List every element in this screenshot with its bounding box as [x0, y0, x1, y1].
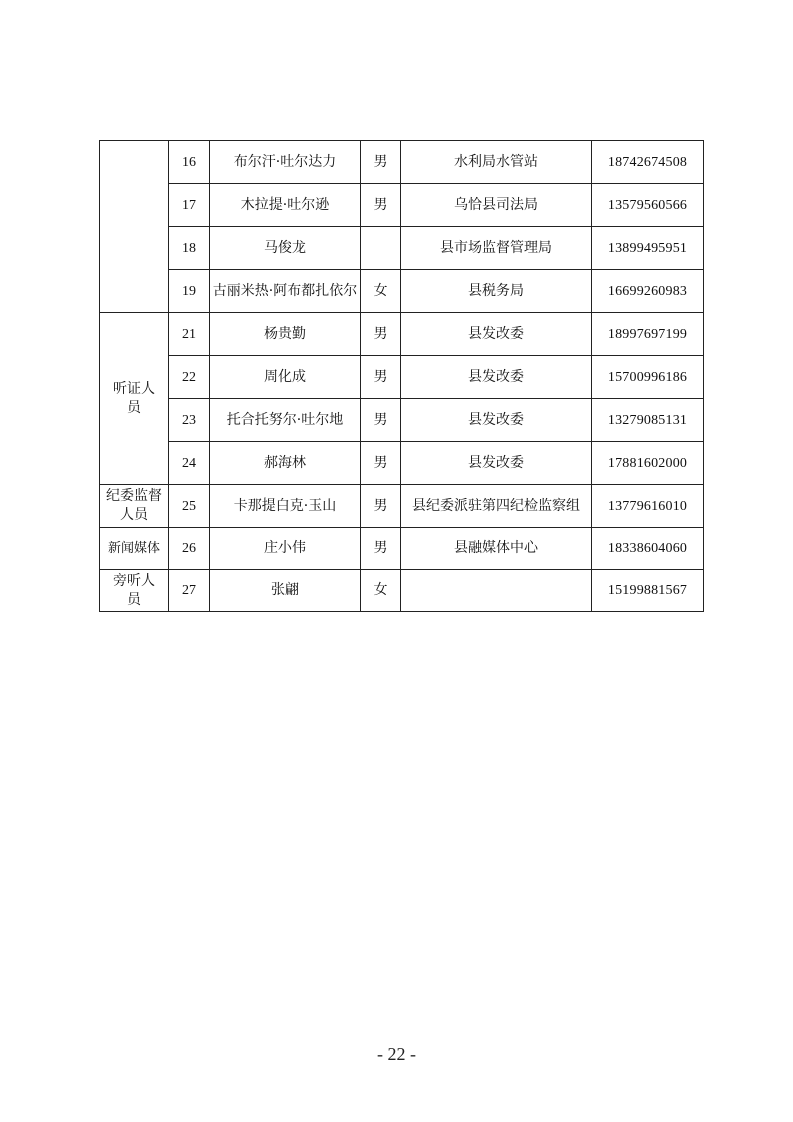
table-row	[100, 270, 704, 313]
name-cell: 张翩	[210, 570, 361, 612]
table-row	[100, 528, 704, 570]
page-number: - 22 -	[377, 1044, 416, 1064]
gender-cell: 男	[361, 528, 401, 570]
gender-cell: 女	[361, 270, 401, 313]
participants-table	[99, 140, 704, 612]
phone-cell: 16699260983	[592, 270, 704, 313]
number-cell: 25	[169, 485, 210, 528]
name-cell: 杨贵勤	[210, 313, 361, 356]
gender-cell	[361, 227, 401, 270]
unit-cell: 县发改委	[401, 442, 592, 485]
number-cell: 24	[169, 442, 210, 485]
unit-cell	[401, 570, 592, 612]
phone-cell: 17881602000	[592, 442, 704, 485]
phone-cell: 18997697199	[592, 313, 704, 356]
table-row	[100, 485, 704, 528]
unit-cell: 水利局水管站	[401, 141, 592, 184]
unit-cell: 县纪委派驻第四纪检监察组	[401, 485, 592, 528]
number-cell: 27	[169, 570, 210, 612]
table-row	[100, 356, 704, 399]
unit-cell: 县发改委	[401, 313, 592, 356]
table-row	[100, 184, 704, 227]
gender-cell: 男	[361, 184, 401, 227]
gender-cell: 男	[361, 442, 401, 485]
unit-cell: 乌恰县司法局	[401, 184, 592, 227]
name-cell: 庄小伟	[210, 528, 361, 570]
phone-cell: 13579560566	[592, 184, 704, 227]
gender-cell: 男	[361, 485, 401, 528]
table-row	[100, 570, 704, 612]
unit-cell: 县发改委	[401, 356, 592, 399]
name-cell: 托合托努尔·吐尔地	[210, 399, 361, 442]
number-cell: 18	[169, 227, 210, 270]
group-cell: 纪委监督人员	[100, 485, 169, 528]
phone-cell: 18338604060	[592, 528, 704, 570]
number-cell: 21	[169, 313, 210, 356]
gender-cell: 女	[361, 570, 401, 612]
unit-cell: 县发改委	[401, 399, 592, 442]
table-row	[100, 141, 704, 184]
group-cell	[100, 141, 169, 313]
table-row	[100, 313, 704, 356]
table-row	[100, 227, 704, 270]
gender-cell: 男	[361, 141, 401, 184]
group-cell: 旁听人员	[100, 570, 169, 612]
unit-cell: 县融媒体中心	[401, 528, 592, 570]
name-cell: 卡那提白克·玉山	[210, 485, 361, 528]
group-cell: 新闻媒体	[100, 528, 169, 570]
number-cell: 22	[169, 356, 210, 399]
phone-cell: 13899495951	[592, 227, 704, 270]
group-cell: 听证人员	[100, 313, 169, 485]
name-cell: 布尔汗·吐尔达力	[210, 141, 361, 184]
phone-cell: 13779616010	[592, 485, 704, 528]
name-cell: 马俊龙	[210, 227, 361, 270]
gender-cell: 男	[361, 399, 401, 442]
name-cell: 木拉提·吐尔逊	[210, 184, 361, 227]
name-cell: 郝海林	[210, 442, 361, 485]
table-row	[100, 399, 704, 442]
gender-cell: 男	[361, 313, 401, 356]
number-cell: 23	[169, 399, 210, 442]
phone-cell: 13279085131	[592, 399, 704, 442]
phone-cell: 15199881567	[592, 570, 704, 612]
name-cell: 周化成	[210, 356, 361, 399]
unit-cell: 县税务局	[401, 270, 592, 313]
number-cell: 26	[169, 528, 210, 570]
table-row	[100, 442, 704, 485]
phone-cell: 15700996186	[592, 356, 704, 399]
name-cell: 古丽米热·阿布都扎依尔	[210, 270, 361, 313]
number-cell: 16	[169, 141, 210, 184]
number-cell: 19	[169, 270, 210, 313]
unit-cell: 县市场监督管理局	[401, 227, 592, 270]
number-cell: 17	[169, 184, 210, 227]
phone-cell: 18742674508	[592, 141, 704, 184]
gender-cell: 男	[361, 356, 401, 399]
